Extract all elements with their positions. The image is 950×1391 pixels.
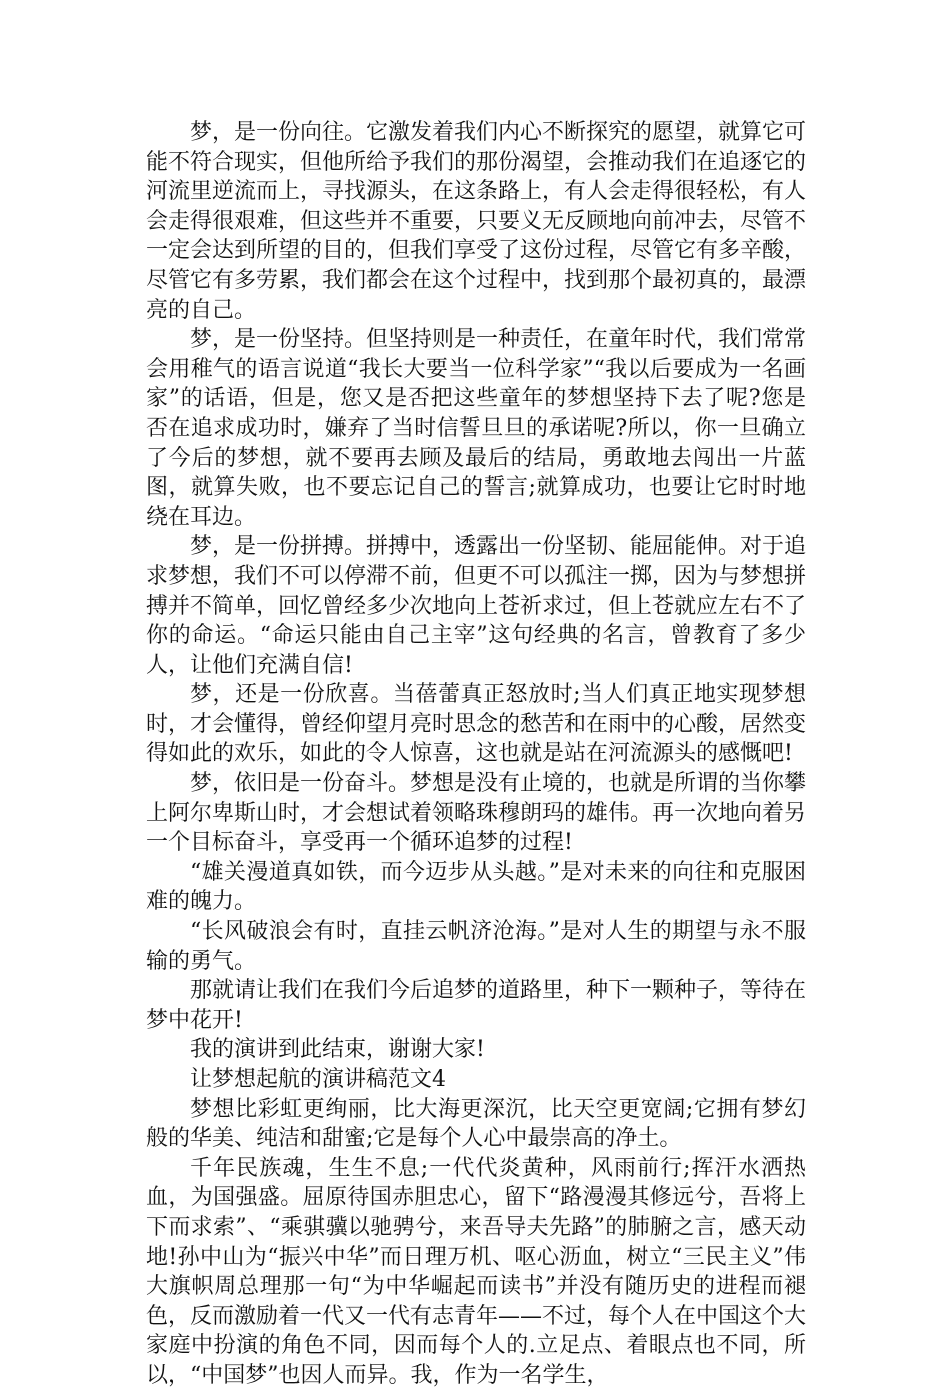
paragraph-dream-longing: 梦，是一份向往。它激发着我们内心不断探究的愿望，就算它可能不符合现实，但他所给予我们的那份渴望，会推动我们在追逐它的河流里逆流而上，寻找源头，在这条路上，有人会走得很轻松，有人会走得很艰难，但这些并不重要，只要义无反顾地向前冲去，尽管不一定会达到所望的目的，但我们享受了这份过程，尽管它有多辛酸，尽管它有多劳累，我们都会在这个过程中，找到那个最初真的，最漂亮的自己。 <box>146 120 807 323</box>
document-page <box>146 118 806 1391</box>
paragraph-poem-quote-1: “雄关漫道真如铁，而今迈步从头越。”是对未来的向往和克服困难的魄力。 <box>146 859 806 915</box>
paragraph-dream-effort: 梦，依旧是一份奋斗。梦想是没有止境的，也就是所谓的当你攀上阿尔卑斯山时，才会想试着领略珠穆朗玛的雄伟。再一次地向着另一个目标奋斗，享受再一个循环追梦的过程! <box>146 771 807 856</box>
paragraph-poem-quote-2: “长风破浪会有时，直挂云帆济沧海。”是对人生的期望与永不服输的勇气。 <box>146 919 806 974</box>
paragraph-thanks: 我的演讲到此结束，谢谢大家! <box>190 1037 485 1063</box>
section-heading: 让梦想起航的演讲稿范文4 <box>190 1067 446 1092</box>
paragraph-dream-struggle: 梦，是一份拼搏。拼搏中，透露出一份坚韧、能屈能伸。对于追求梦想，我们不可以停滞不前，但更不可以孤注一掷，因为与梦想拼搏并不简单，回忆曾经多少次地向上苍祈求过，但上苍就应左右不了你的命运。“命运只能由自己主宰”这句经典的名言，曾教育了多少人，让他们充满自信! <box>146 534 807 678</box>
paragraph-dream-joy: 梦，还是一份欣喜。当蓓蕾真正怒放时;当人们真正地实现梦想时，才会懂得，曾经仰望月亮时思念的愁苦和在雨中的心酸，居然变得如此的欢乐，如此的令人惊喜，这也就是站在河流源头的感慨吧! <box>146 682 807 767</box>
paragraph-dream-persistence: 梦，是一份坚持。但坚持则是一种责任，在童年时代，我们常常会用稚气的语言说道“我长大要当一位科学家”“我以后要成为一名画家”的话语，但是，您又是否把这些童年的梦想坚持下去了呢?您是否在追求成功时，嫌弃了当时信誓旦旦的承诺呢?所以，你一旦确立了今后的梦想，就不要再去顾及最后的结局，勇敢地去闯出一片蓝图，就算失败，也不要忘记自己的誓言;就算成功，也要让它时时地绕在耳边。 <box>146 327 807 530</box>
paragraph-china-dream: 千年民族魂，生生不息;一代代炎黄种，风雨前行;挥汗水洒热血，为国强盛。屈原待国赤胆忠心，留下“路漫漫其修远兮，吾将上下而求索”、“乘骐骥以驰骋兮，来吾导夫先路”的肺腑之言，感天动地!孙中山为“振兴中华”而日理万机、呕心沥血，树立“三民主义”伟大旗帜周总理那一句“为中华崛起而读书”并没有随历史的进程而褪色，反而激励着一代又一代有志青年——不过，每个人在中国这个大家庭中扮演的角色不同，因而每个人的.立足点、着眼点也不同，所以，“中国梦”也因人而异。我，作为一名学生， <box>146 1155 807 1388</box>
paragraph-closing-wish: 那就请让我们在我们今后追梦的道路里，种下一颗种子，等待在梦中花开! <box>146 978 807 1033</box>
paragraph-dream-definition: 梦想比彩虹更绚丽，比大海更深沉，比天空更宽阔;它拥有梦幻般的华美、纯洁和甜蜜;它是每个人心中最崇高的净土。 <box>146 1096 806 1152</box>
